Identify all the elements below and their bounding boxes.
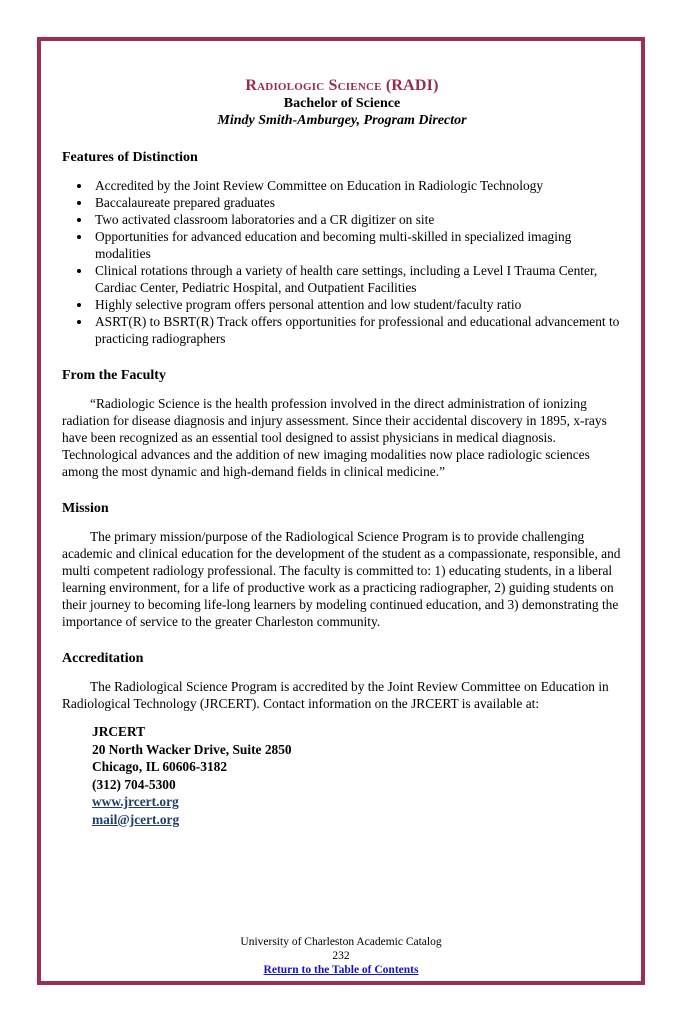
degree-line: Bachelor of Science [283, 96, 401, 111]
page-footer [41, 935, 641, 977]
jrcert-address-block [92, 723, 622, 828]
title-block [62, 77, 622, 129]
faculty-heading: From the Faculty [62, 368, 166, 383]
page-content [41, 41, 641, 828]
jrcert-website-link[interactable]: www.jrcert.org [92, 794, 179, 809]
page-title: Radiologic Science (RADI) [245, 77, 439, 94]
feature-item: • Two activated classroom laboratories and a CR digitizer on site [92, 211, 622, 228]
footer-toc-link[interactable]: Return to the Table of Contents [263, 964, 419, 976]
jrcert-address-line1: 20 North Wacker Drive, Suite 2850 [92, 741, 292, 757]
mission-heading: Mission [62, 501, 109, 516]
features-heading: Features of Distinction [62, 150, 198, 165]
accreditation-heading: Accreditation [62, 651, 144, 666]
feature-item: • Highly selective program offers personal attention and low student/faculty ratio [92, 296, 622, 313]
program-director-line: Mindy Smith-Amburgey, Program Director [217, 113, 467, 128]
feature-item: • Baccalaureate prepared graduates [92, 194, 622, 211]
feature-item: • Accredited by the Joint Review Committee on Education in Radiologic Technology [92, 177, 622, 194]
feature-item: • Clinical rotations through a variety of health care settings, including a Level I Trauma Center, Cardiac Center, Pediatric Hospital, and Outpatient Facilities [92, 262, 622, 296]
feature-list [62, 177, 622, 347]
jrcert-email-link[interactable]: mail@jcert.org [92, 811, 180, 827]
accreditation-paragraph: The Radiological Science Program is accredited by the Joint Review Committee on Education in Radiological Technology (JRCERT). Contact information on the JRCERT is available at: [62, 679, 609, 711]
feature-item: • ASRT(R) to BSRT(R) Track offers opportunities for professional and educational advancement to practicing radiographers [92, 313, 622, 347]
mission-paragraph: The primary mission/purpose of the Radiological Science Program is to provide challenging academic and clinical education for the development of the student as a compassionate, responsible, and multi competent radiology professional. The faculty is committed to: 1) educating students, in a liberal learning environment, for a life of productive work as a practicing radiographer, 2) guiding students on their journey to becoming life-long learners by modeling continued education, and 3) demonstrating the importance of service to the greater Charleston community. [62, 529, 621, 629]
page-border [37, 37, 645, 985]
footer-catalog-title: University of Charleston Academic Catalog [240, 936, 442, 948]
faculty-paragraph: “Radiologic Science is the health profession involved in the direct administration of ionizing radiation for disease diagnosis and injury assessment. Since their accidental discovery in 1895, x-rays have been recognized as an essential tool designed to assist physicians in medical diagnosis. Technological advances and the addition of new imaging modalities now place radiologic sciences among the most dynamic and high-demand fields in clinical medicine.” [62, 396, 607, 479]
jrcert-phone: (312) 704-5300 [92, 776, 176, 792]
jrcert-address-line2: Chicago, IL 60606-3182 [92, 759, 228, 774]
jrcert-name: JRCERT [92, 724, 146, 739]
footer-page-number: 232 [332, 950, 350, 962]
feature-item: • Opportunities for advanced education and becoming multi-skilled in specialized imaging modalities [92, 228, 622, 262]
